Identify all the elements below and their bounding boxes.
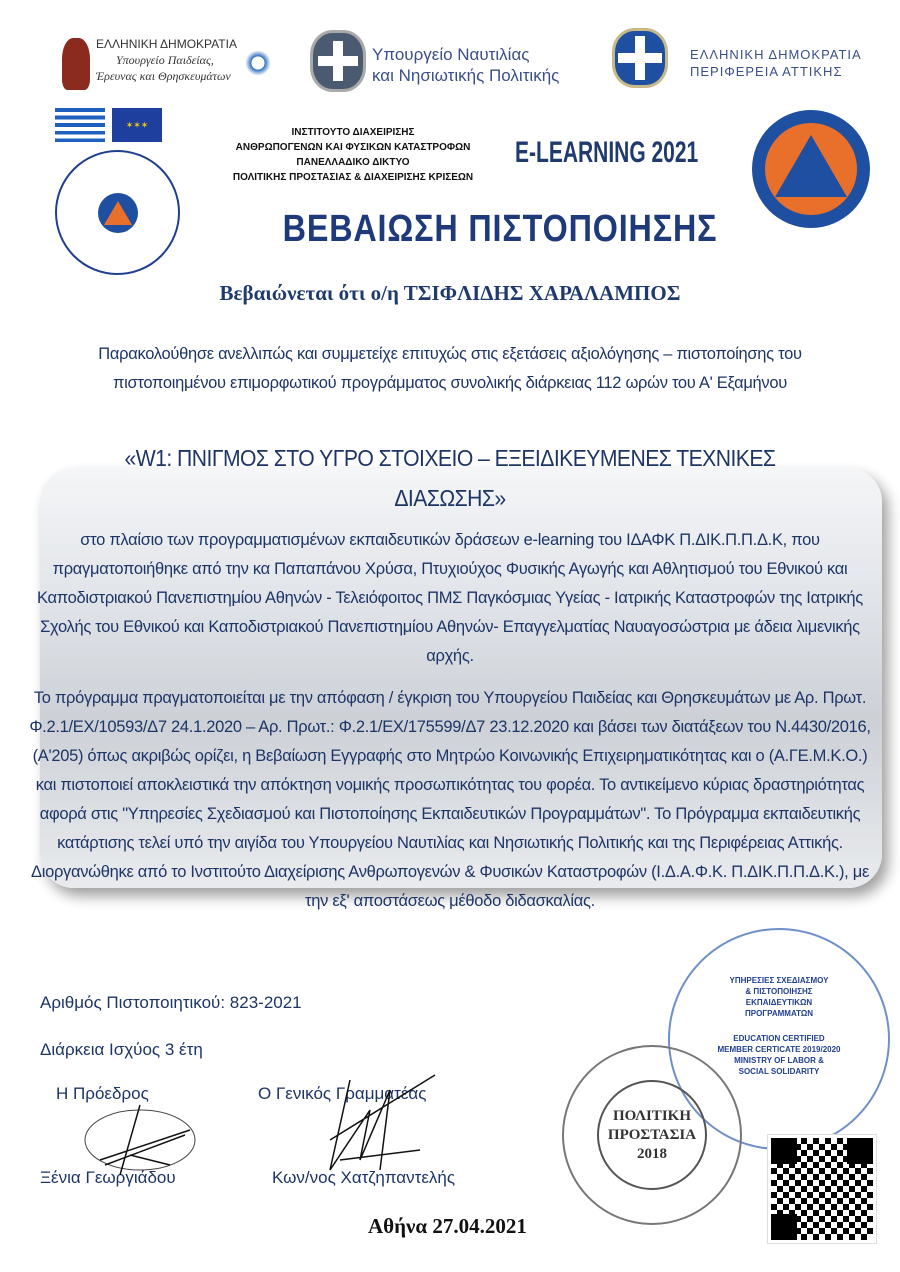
- logo-line: ΕΛΛΗΝΙΚΗ ΔΗΜΟΚΡΑΤΙΑ: [690, 47, 862, 62]
- place-date: Αθήνα 27.04.2021: [368, 1214, 527, 1238]
- stamp-line: EDUCATION CERTIFIED: [733, 1034, 825, 1043]
- stamp-line: ΥΠΗΡΕΣΙΕΣ ΣΧΕΔΙΑΣΜΟΥ: [729, 976, 829, 985]
- civil-protection-logo: [752, 110, 870, 228]
- institute-line: ΙΝΣΤΙΤΟΥΤΟ ΔΙΑΧΕΙΡΙΣΗΣ: [291, 127, 415, 138]
- institute-line: ΠΑΝΕΛΛΑΔΙΚΟ ΔΙΚΤΥΟ: [296, 157, 410, 168]
- coat-of-arms-icon: [612, 28, 668, 88]
- logo-line: Έρευνας και Θρησκευμάτων: [96, 69, 231, 83]
- validity: Διάρκεια Ισχύος 3 έτη: [40, 1040, 203, 1059]
- greek-emblem-icon: [243, 48, 273, 78]
- eu-flag-icon: ✶✶✶: [112, 108, 162, 142]
- stamp-line: SOCIAL SOLIDARITY: [738, 1067, 820, 1076]
- signatory-role: Η Πρόεδρος: [56, 1084, 149, 1103]
- stamp-line: MEMBER CERTICATE 2019/2020: [717, 1045, 841, 1054]
- stamp-line: ΠΡΟΣΤΑΣΙΑ: [607, 1126, 697, 1143]
- logo-line: ΕΛΛΗΝΙΚΗ ΔΗΜΟΚΡΑΤΙΑ: [96, 37, 237, 51]
- signature-president: [80, 1095, 200, 1185]
- signature-secretary: [300, 1070, 440, 1180]
- certificate-number: Αριθμός Πιστοποιητικού: 823-2021: [40, 993, 302, 1012]
- institute-seal-logo: [55, 150, 180, 275]
- institute-name: [228, 125, 478, 185]
- legal-text: Το πρόγραμμα πραγματοποιείται με την απόφαση / έγκριση του Υπουργείου Παιδείας και Θρησκευμάτων με Αρ. Πρωτ. Φ.2.1/ΕΧ/10593/Δ7 24.1.2020 – Αρ. Πρωτ.: Φ.2.1/ΕΧ/175599/Δ7 23.12.2020 και βάσει των διατάξεων του Ν.4430/2016, (Α'205) όπως ακριβώς ορίζει, η Βεβαίωση Εγγραφής στο Μητρώο Κοινωνικής Επιχειρηματικότητας και ο (Α.ΓΕ.Μ.Κ.Ο.) και πιστοποιεί αποκλειστικά την απόκτηση νομικής προσωπικότητας του φορέα. Το αντικείμενο κύριας δραστηριότητας αφορά στις "Υπηρεσίες Σχεδιασμού και Πιστοποίησης Εκπαιδευτικών Προγραμμάτων". Το Πρόγραμμα εκπαιδευτικής κατάρτισης τελεί υπό την αιγίδα του Υπουργείου Ναυτιλίας και Νησιωτικής Πολιτικής και της Περιφέρειας Αττικής. Διοργανώθηκε από το Ινστιτούτο Διαχείρισης Ανθρωπογενών & Φυσικών Καταστροφών (Ι.Δ.Α.Φ.Κ. Π.ΔΙΚ.Π.Π.Δ.Κ.), με την εξ' αποστάσεως μέθοδο διδασκαλίας.: [29, 689, 871, 910]
- ministry-education-logo: [96, 36, 237, 84]
- signatory-name: Ξένια Γεωργιάδου: [40, 1168, 176, 1187]
- ministry-maritime-logo: [372, 44, 559, 86]
- civil-protection-stamp: [562, 1045, 742, 1225]
- stamp-line: ΠΟΛΙΤΙΚΗ: [612, 1107, 691, 1124]
- recipient-line: Βεβαιώνεται ότι ο/η ΤΣΙΦΛΙΔΗΣ ΧΑΡΑΛΑΜΠΟΣ: [219, 281, 681, 305]
- signatory-name: Κων/νος Χατζηπαντελής: [272, 1168, 456, 1187]
- attica-region-logo: [690, 46, 862, 80]
- stamp-line: ΠΡΟΓΡΑΜΜΑΤΩΝ: [744, 1009, 814, 1018]
- course-title: «W1: ΠΝΙΓΜΟΣ ΣΤΟ ΥΓΡΟ ΣΤΟΙΧΕΙΟ – ΕΞΕΙΔΙΚΕΥΜΕΝΕΣ ΤΕΧΝΙΚΕΣ ΔΙΑΣΩΣΗΣ»: [124, 445, 776, 511]
- signatory-role: Ο Γενικός Γραμματέας: [258, 1084, 427, 1103]
- qr-code[interactable]: [768, 1135, 876, 1243]
- page-title: ΒΕΒΑΙΩΣΗ ΠΙΣΤΟΠΟΙΗΣΗΣ: [282, 208, 718, 250]
- triangle-icon: [775, 135, 847, 197]
- logo-line: και Νησιωτικής Πολιτικής: [372, 66, 560, 85]
- context-text: στο πλαίσιο των προγραμματισμένων εκπαιδευτικών δράσεων e-learning του ΙΔΑΦΚ Π.ΔΙΚ.Π.Π.Δ.Κ, που πραγματοποιήθηκε από την κα Παπαπάνου Χρύσα, Πτυχιούχος Φυσικής Αγωγής και Αθλητισμού του Εθνικού και Καποδιστριακού Πανεπιστημίου Αθηνών - Τελειόφοιτος ΠΜΣ Παγκόσμιας Υγείας - Ιατρικής Καταστροφών της Ιατρικής Σχολής του Εθνικού και Καποδιστριακού Πανεπιστημίου Αθηνών- Επαγγελματίας Ναυαγοσώστρια με άδεια λιμενικής αρχής.: [37, 531, 863, 665]
- owl-logo-icon: [62, 38, 90, 90]
- institute-line: ΠΟΛΙΤΙΚΗΣ ΠΡΟΣΤΑΣΙΑΣ & ΔΙΑΧΕΙΡΙΣΗΣ ΚΡΙΣΕΩΝ: [232, 172, 474, 183]
- logo-line: ΠΕΡΙΦΕΡΕΙΑ ΑΤΤΙΚΗΣ: [690, 64, 843, 79]
- stamp-line: ΕΚΠΑΙΔΕΥΤΙΚΩΝ: [745, 998, 813, 1007]
- coat-of-arms-icon: [310, 30, 366, 92]
- warning-triangle-icon: [98, 193, 138, 233]
- elearning-badge: E-LEARNING 2021: [515, 136, 699, 169]
- stamp-line: & ΠΙΣΤΟΠΟΙΗΣΗΣ: [745, 987, 813, 996]
- greek-flag-icon: [55, 108, 105, 142]
- stamp-line: 2018: [637, 1145, 667, 1162]
- logo-line: Υπουργείο Ναυτιλίας: [372, 45, 530, 64]
- stamp-line: MINISTRY OF LABOR &: [734, 1056, 824, 1065]
- institute-line: ΑΝΘΡΩΠΟΓΕΝΩΝ ΚΑΙ ΦΥΣΙΚΩΝ ΚΑΤΑΣΤΡΟΦΩΝ: [235, 142, 471, 153]
- logo-line: Υπουργείο Παιδείας,: [116, 53, 214, 67]
- intro-text: Παρακολούθησε ανελλιπώς και συμμετείχε επιτυχώς στις εξετάσεις αξιολόγησης – πιστοποίησης του πιστοποιημένου επιμορφωτικού προγράμματος συνολικής διάρκειας 112 ωρών του Α' Εξαμήνου: [98, 345, 802, 392]
